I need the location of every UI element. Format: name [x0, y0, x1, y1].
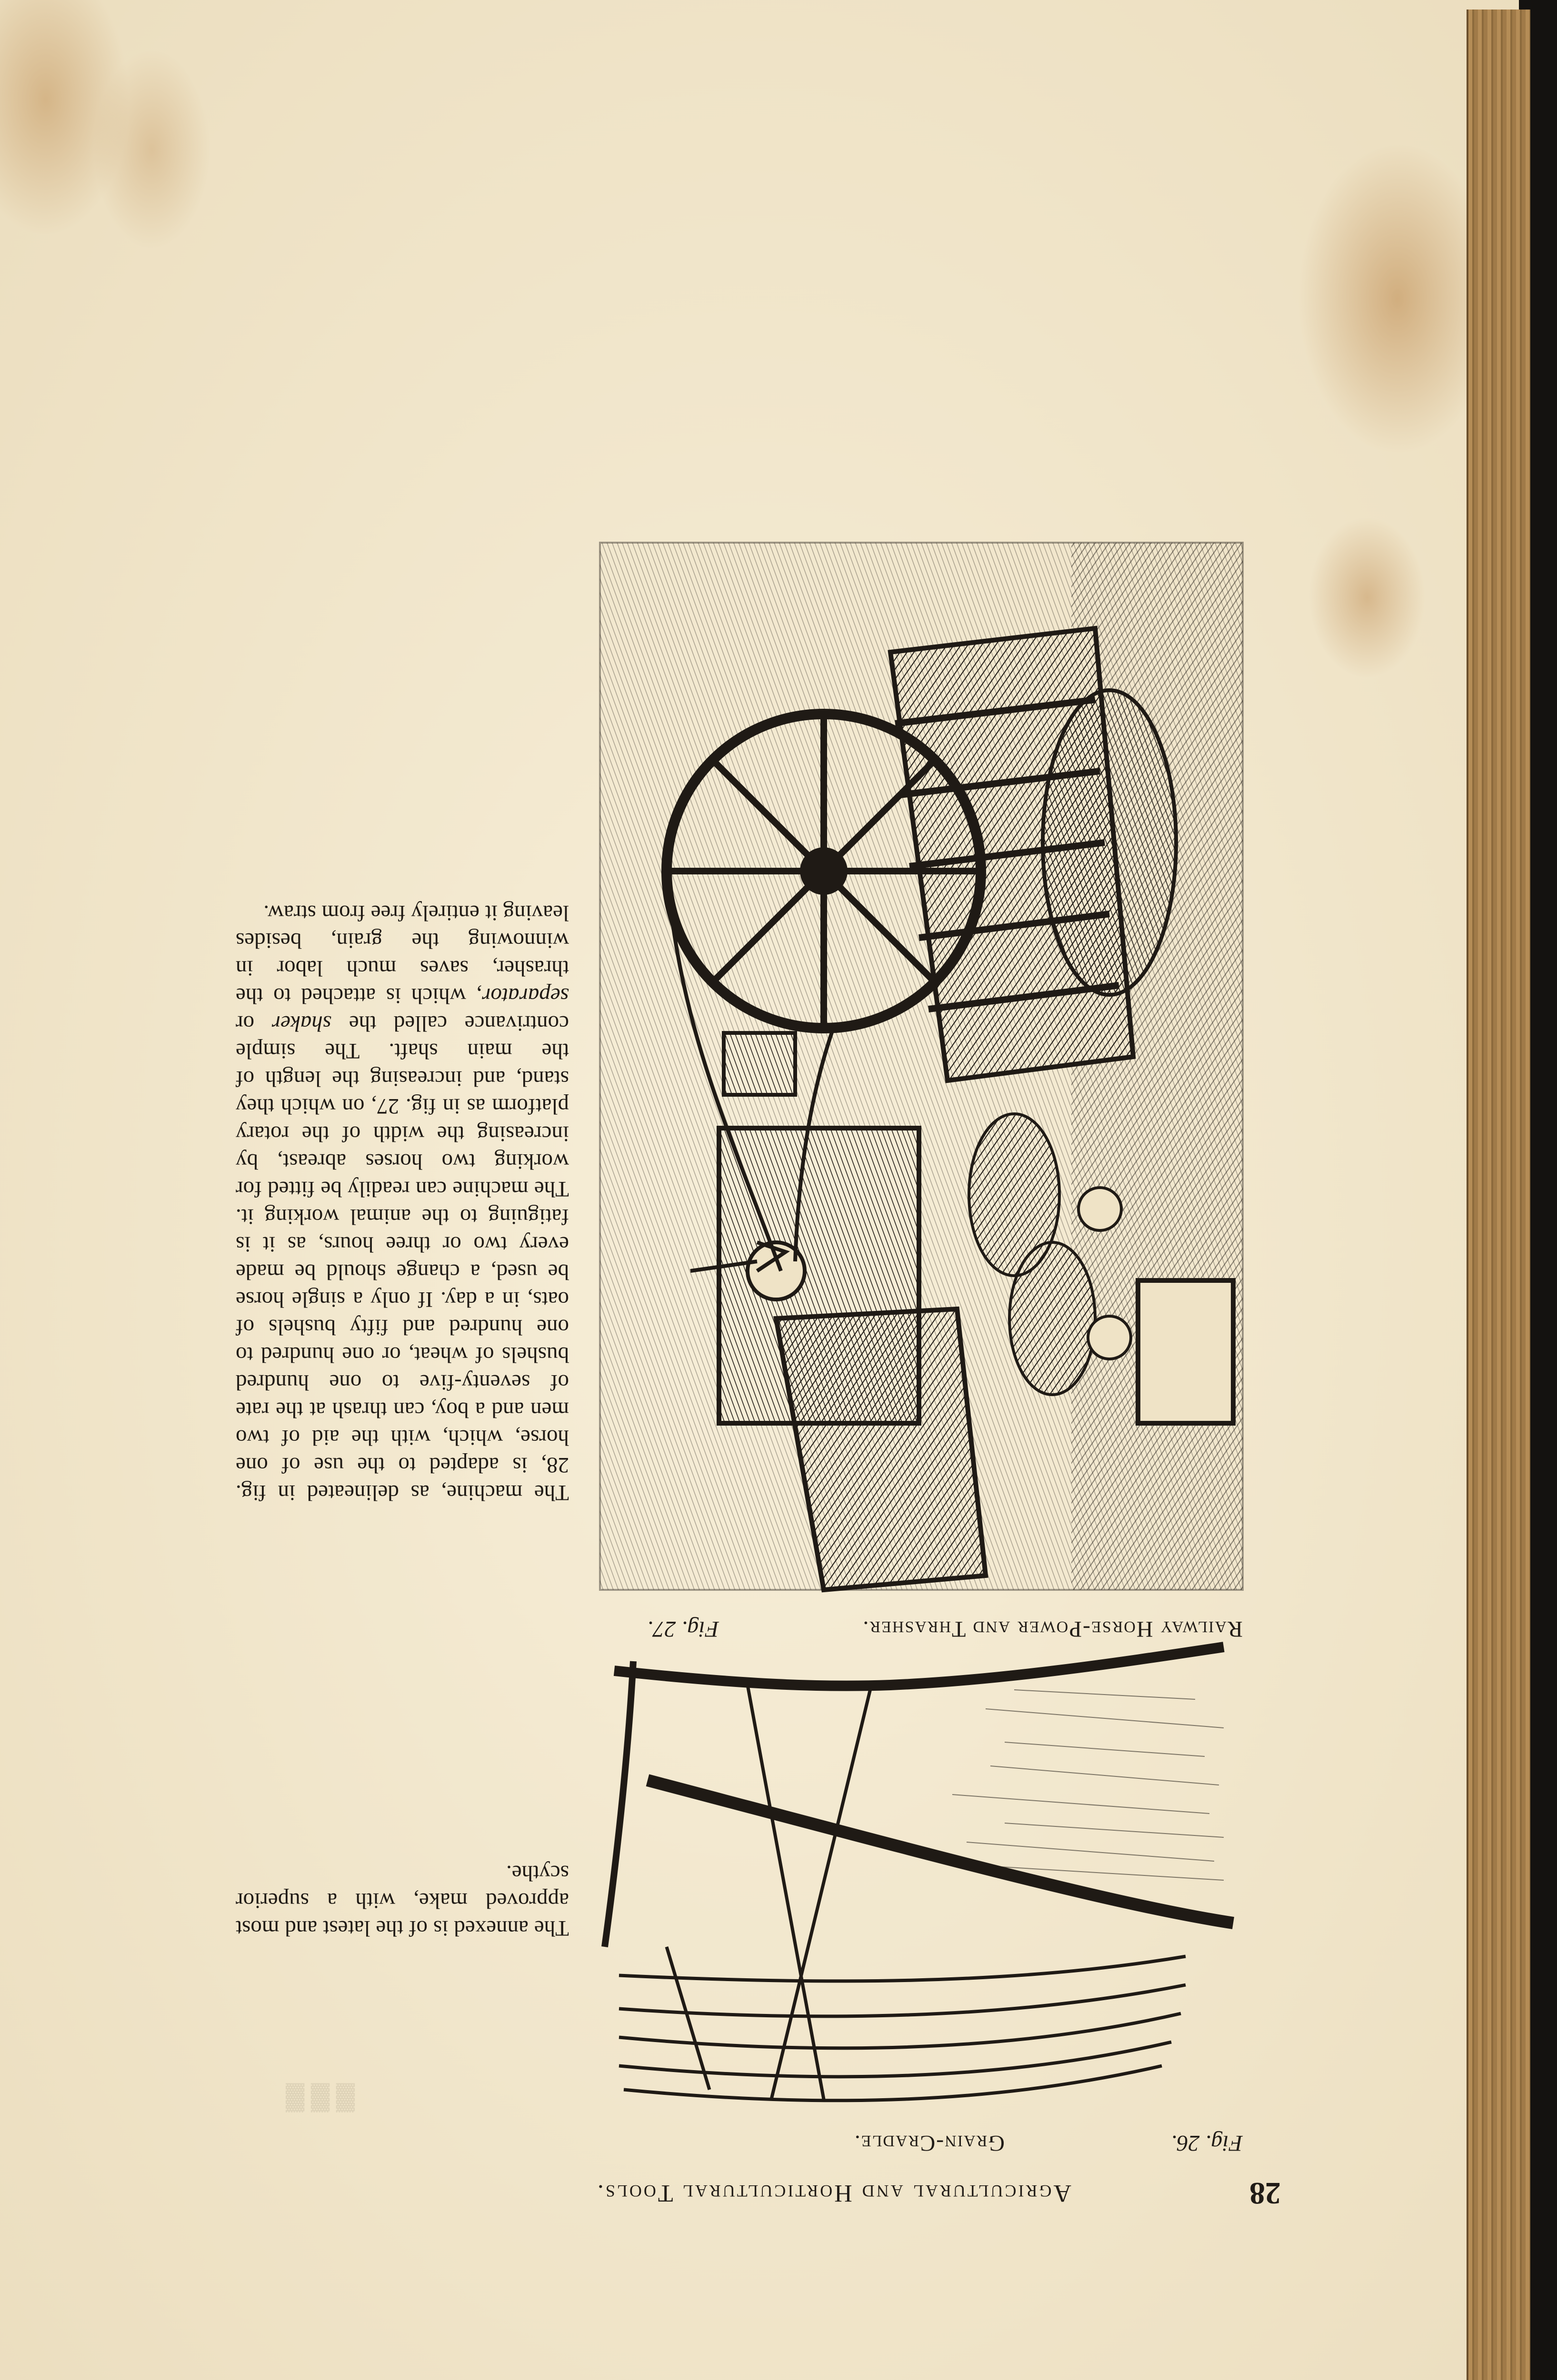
machine-text-part2: , which is attached to the thrasher, saves much labor in winnowing the grain, besides leaving it entirely free from straw.	[236, 901, 569, 1008]
annexed-text: The annexed is of the latest and most approved make, with a superior scythe.	[236, 1861, 569, 1941]
figure-grain-cradle	[590, 1633, 1252, 2161]
figure-26-caption: Grain-Cradle.	[853, 2131, 1005, 2156]
page-number: 28	[1249, 2176, 1281, 2211]
figure-27-number: Fig. 27.	[647, 1616, 719, 1642]
term-shaker: shaker	[271, 1011, 332, 1036]
cradle-finger	[619, 2013, 1181, 2048]
machine-text	[236, 899, 569, 1507]
figure-27-caption: Railway Horse-Power and Thrasher.	[862, 1616, 1243, 1642]
annexed-paragraph	[236, 1859, 569, 1942]
page-header	[210, 2168, 1281, 2211]
cradle-braces	[667, 1685, 871, 2099]
machine-paragraph	[236, 899, 569, 1507]
bleed-through-text: ▓ ▓ ▓	[286, 2085, 355, 2114]
machine-text-part1: The machine, as delineated in fig. 28, is adapted to the use of one horse, which, with the aid of two men and a boy, can thrash at the rate of seventy-five to one hundred bushels of wheat, or one hundred to one hundred and fifty bushels of oats, in a day. If only a single horse be used, a change should be made every two or three hours, as it is fatiguing to the animal working it. The machine can readily be fitted for working two horses abreast, by increasing the width of the rotary platform as in fig. 27, on which they stand, and increasing the length of the main shaft. The simple contrivance called the	[236, 1011, 569, 1505]
thrasher-illustration	[590, 533, 1252, 1604]
cradle-finger	[619, 1956, 1186, 1981]
grain-cradle-illustration	[590, 1633, 1252, 2128]
page-edges	[1467, 10, 1530, 2380]
figure-26-number: Fig. 26.	[1171, 2131, 1243, 2156]
grass-hatching	[952, 1690, 1224, 1880]
machine-text-or: or	[236, 1011, 272, 1036]
cradle-post	[605, 1661, 633, 1947]
cradle-handle	[614, 1647, 1224, 1686]
scythe-blade	[648, 1780, 1233, 1923]
running-title: Agricultural and Horticultural Tools.	[595, 2180, 1071, 2207]
cradle-finger	[619, 1985, 1186, 2016]
term-separator: separator	[482, 983, 569, 1008]
figure-railway-horse-power	[590, 528, 1252, 1647]
